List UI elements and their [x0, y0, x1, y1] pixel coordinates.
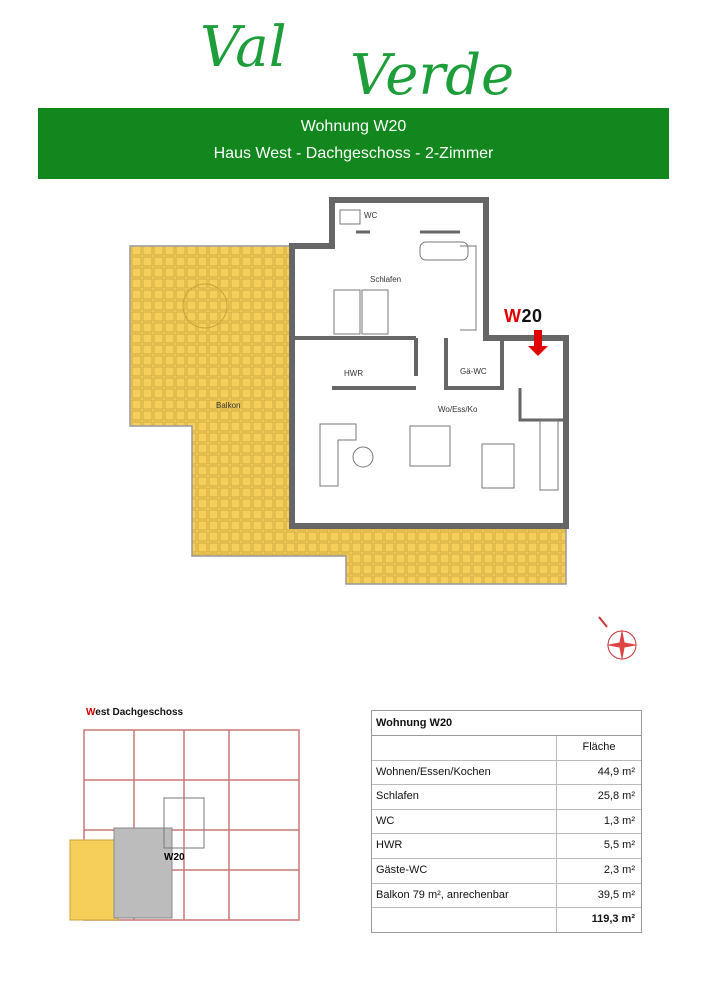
room-label-wc: WC — [364, 211, 378, 220]
table-row: HWR 5,5 m² — [372, 834, 641, 859]
compass-icon — [585, 605, 645, 665]
table-row: WC 1,3 m² — [372, 810, 641, 835]
unit-tag: W20 — [504, 306, 543, 326]
room-label-schlafen: Schlafen — [370, 275, 402, 284]
room-label-hwr: HWR — [344, 369, 364, 378]
table-row: Balkon 79 m², anrechenbar 39,5 m² — [372, 884, 641, 909]
floor-plan — [120, 190, 580, 610]
area-column-header: Fläche — [582, 741, 616, 753]
banner-subtitle: Haus West - Dachgeschoss - 2-Zimmer — [213, 145, 494, 162]
logo-word-verde: Verde — [350, 43, 515, 98]
area-table-header-row — [372, 736, 641, 761]
overview-unit-label: W20 — [164, 852, 185, 863]
overview-title: West Dachgeschoss — [86, 707, 184, 718]
table-row: Wohnen/Essen/Kochen 44,9 m² — [372, 761, 641, 786]
room-label-balkon: Balkon — [216, 401, 241, 410]
logo — [190, 8, 590, 98]
area-table-title: Wohnung W20 — [372, 711, 641, 736]
floor-overview-map — [64, 720, 314, 930]
title-banner — [38, 108, 669, 179]
table-row: Schlafen 25,8 m² — [372, 785, 641, 810]
total-area: 119,3 m² — [591, 913, 635, 926]
total-row — [372, 908, 641, 932]
room-label-wohnen: Wo/Ess/Ko — [438, 405, 478, 414]
banner-title: Wohnung W20 — [300, 118, 407, 135]
apartment-walls — [292, 200, 566, 526]
table-row: Gäste-WC 2,3 m² — [372, 859, 641, 884]
area-table — [371, 710, 642, 933]
logo-word-val: Val — [200, 15, 287, 80]
room-label-gaeste-wc: Gä-WC — [460, 367, 487, 376]
